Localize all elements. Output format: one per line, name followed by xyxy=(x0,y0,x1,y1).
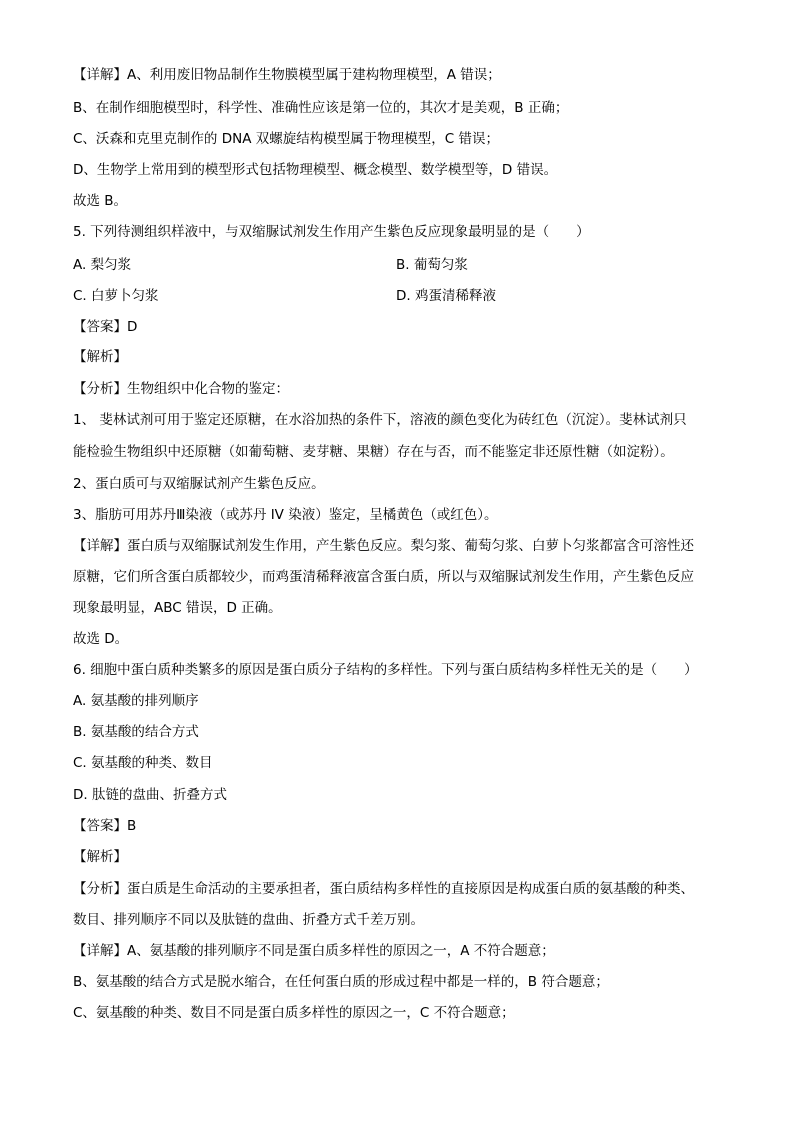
q5-conclusion: 故选 D。 xyxy=(73,631,129,647)
q4-detail-a: 【详解】A、利用废旧物品制作生物膜模型属于建构物理模型，A 错误； xyxy=(73,67,501,83)
q5-detail-line3: 现象最明显，ABC 错误，D 正确。 xyxy=(73,600,282,616)
q5-analysis-heading: 【解析】 xyxy=(73,349,127,365)
q6-detail-a: 【详解】A、氨基酸的排列顺序不同是蛋白质多样性的原因之一，A 不符合题意； xyxy=(73,943,555,959)
q4-detail-c: C、沃森和克里克制作的 DNA 双螺旋结构模型属于物理模型，C 错误； xyxy=(73,131,499,147)
q6-detail-b: B、氨基酸的结合方式是脱水缩合，在任何蛋白质的形成过程中都是一样的，B 符合题意； xyxy=(73,974,609,990)
q6-stem: 6. 细胞中蛋白质种类繁多的原因是蛋白质分子结构的多样性。下列与蛋白质结构多样性无关的是（ ） xyxy=(73,662,698,678)
q5-answer: 【答案】D xyxy=(73,319,138,335)
q4-detail-b: B、在制作细胞模型时，科学性、准确性应该是第一位的，其次才是美观，B 正确； xyxy=(73,100,569,116)
q6-analysis-heading: 【解析】 xyxy=(73,849,127,865)
q5-stem: 5. 下列待测组织样液中，与双缩脲试剂发生作用产生紫色反应现象最明显的是（ ） xyxy=(73,224,590,240)
q6-analysis-line1: 【分析】蛋白质是生命活动的主要承担者，蛋白质结构多样性的直接原因是构成蛋白质的氨基酸的种类、 xyxy=(73,881,694,897)
q5-detail-line1: 【详解】蛋白质与双缩脲试剂发生作用，产生紫色反应。梨匀浆、葡萄匀浆、白萝卜匀浆都富含可溶性还 xyxy=(73,538,694,554)
q6-option-d: D. 肽链的盘曲、折叠方式 xyxy=(73,787,227,803)
q5-point1-line2: 能检验生物组织中还原糖（如葡萄糖、麦芽糖、果糖）存在与否，而不能鉴定非还原性糖（如淀粉）。 xyxy=(73,444,674,460)
q5-point3: 3、脂肪可用苏丹Ⅲ染液（或苏丹 IV 染液）鉴定，呈橘黄色（或红色）。 xyxy=(73,507,498,523)
q5-point2: 2、蛋白质可与双缩脲试剂产生紫色反应。 xyxy=(73,476,325,492)
q5-analysis-intro: 【分析】生物组织中化合物的鉴定： xyxy=(73,381,289,397)
q6-option-b: B. 氨基酸的结合方式 xyxy=(73,724,199,740)
q6-analysis-line2: 数目、排列顺序不同以及肽链的盘曲、折叠方式千差万别。 xyxy=(73,912,424,928)
q4-detail-d: D、生物学上常用到的模型形式包括物理模型、概念模型、数学模型等，D 错误。 xyxy=(73,162,558,178)
q5-detail-line2: 原糖，它们所含蛋白质都较少，而鸡蛋清稀释液富含蛋白质，所以与双缩脲试剂发生作用，产生紫色反应 xyxy=(73,569,694,585)
q6-answer: 【答案】B xyxy=(73,818,137,834)
q6-detail-c: C、氨基酸的种类、数目不同是蛋白质多样性的原因之一，C 不符合题意； xyxy=(73,1005,515,1021)
q5-option-d: D. 鸡蛋清稀释液 xyxy=(396,288,496,304)
q5-point1-line1: 1、 斐林试剂可用于鉴定还原糖，在水浴加热的条件下，溶液的颜色变化为砖红色（沉淀）。斐林试剂只 xyxy=(73,412,687,428)
q5-option-c: C. 白萝卜匀浆 xyxy=(73,288,159,304)
q5-option-a: A. 梨匀浆 xyxy=(73,257,132,273)
q6-option-a: A. 氨基酸的排列顺序 xyxy=(73,693,199,709)
q4-conclusion: 故选 B。 xyxy=(73,193,128,209)
q6-option-c: C. 氨基酸的种类、数目 xyxy=(73,755,213,771)
q5-option-b: B. 葡萄匀浆 xyxy=(396,257,468,273)
